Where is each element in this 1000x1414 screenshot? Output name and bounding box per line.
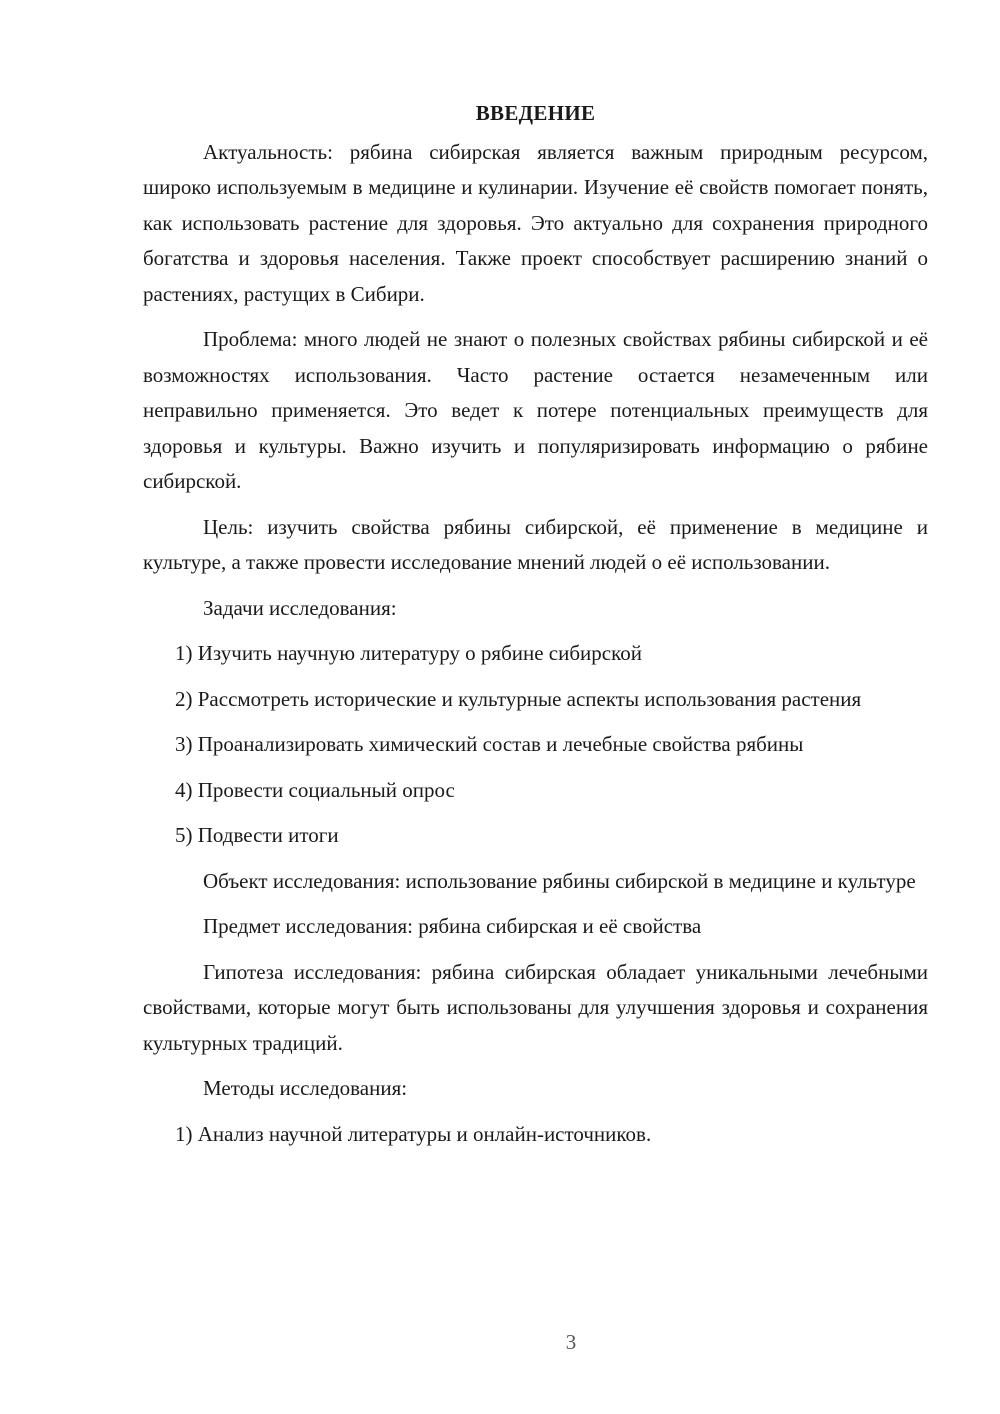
task-item: 5) Подвести итоги bbox=[175, 823, 339, 847]
task-item: 4) Провести социальный опрос bbox=[175, 777, 455, 802]
object-paragraph: Объект исследования: использование рябины сибирской в медицине и культуре bbox=[203, 868, 916, 893]
method-item: 1) Анализ научной литературы и онлайн-источников. bbox=[175, 1121, 652, 1146]
subject-paragraph: Предмет исследования: рябина сибирская и её свойства bbox=[203, 914, 702, 938]
problem-paragraph: Проблема: много людей не знают о полезных свойствах рябины сибирской и её возможностях использования. Часто растение остается незамеченным или неправильно применяется. Это ведет к потере потенциальных преимуществ для здоровья и культуры. Важно изучить и популяризировать информацию о рябине сибирской. bbox=[143, 327, 928, 493]
relevance-paragraph: Актуальность: рябина сибирская является важным природным ресурсом, широко используемым в медицине и кулинарии. Изучение её свойств помогает понять, как использовать растение для здоровья. Это актуально для сохранения природного богатства и здоровья населения. Также проект способствует расширению знаний о растениях, растущих в Сибири. bbox=[143, 139, 928, 306]
page-title: ВВЕДЕНИЕ bbox=[475, 101, 596, 125]
methods-heading: Методы исследования: bbox=[203, 1076, 408, 1100]
task-item: 1) Изучить научную литературу о рябине сибирской bbox=[175, 641, 642, 665]
task-item: 2) Рассмотреть исторические и культурные аспекты использования растения bbox=[175, 686, 862, 711]
goal-paragraph: Цель: изучить свойства рябины сибирской, её применение в медицине и культуре, а также провести исследование мнений людей о её использовании. bbox=[143, 514, 928, 574]
hypothesis-paragraph: Гипотеза исследования: рябина сибирская обладает уникальными лечебными свойствами, которые могут быть использованы для улучшения здоровья и сохранения культурных традиций. bbox=[143, 959, 928, 1055]
task-item: 3) Проанализировать химический состав и лечебные свойства рябины bbox=[175, 732, 804, 756]
page-number: 3 bbox=[565, 1330, 577, 1354]
tasks-heading: Задачи исследования: bbox=[203, 595, 397, 620]
document-page bbox=[143, 96, 928, 1162]
